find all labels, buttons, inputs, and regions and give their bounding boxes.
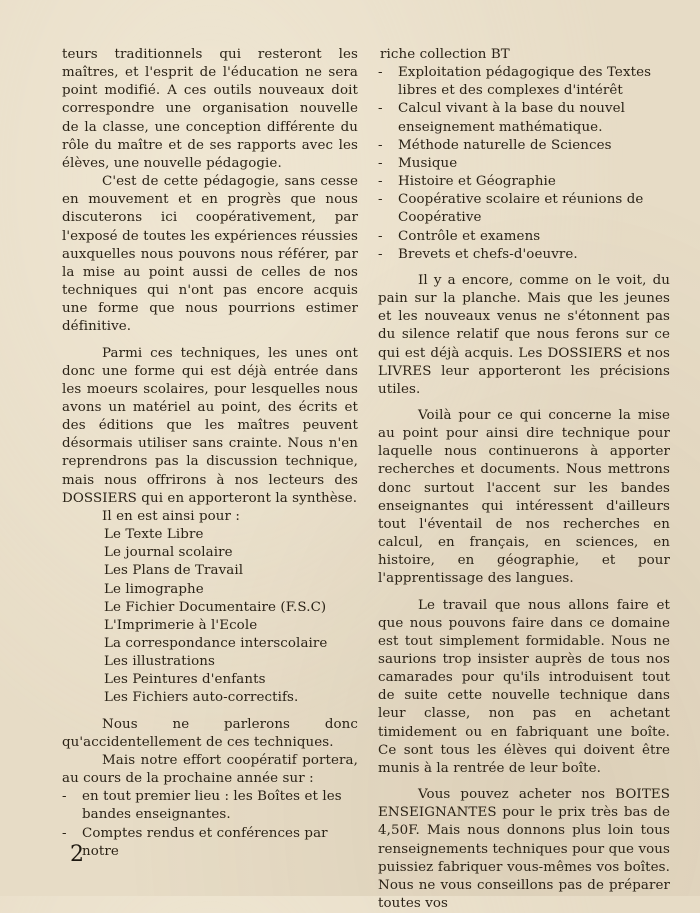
list-item-text: Histoire et Géographie	[398, 174, 556, 190]
paragraph: Nous ne parlerons donc qu'accidentellement de ces techniques.	[62, 716, 358, 750]
paragraph: Il y a encore, comme on le voit, du pain sur la planche. Mais que les jeunes et les nouveaux venus ne s'étonnent pas du silence relatif que nous ferons sur ce qui est déjà acquis. Les DOSSIERS et nos LIVRES leur apporteront les précisions utiles.	[378, 272, 670, 397]
dash-marker: -	[378, 155, 383, 171]
list-item-text: Exploitation pédagogique des Textes libres et des complexes d'intérêt	[398, 65, 652, 99]
paragraph: Vous pouvez acheter nos BOITES ENSEIGNANTES pour le prix très bas de 4,50F. Mais nous donnons plus loin tous renseignements techniques pour que vous puissiez fabriquer vous-mêmes vos boîtes. Nous ne vous conseillons pas de préparer toutes vos	[378, 787, 670, 912]
page-number: 2	[70, 842, 84, 867]
dash-marker: -	[378, 174, 383, 190]
list-item: Les Plans de Travail	[104, 563, 244, 579]
list-item	[62, 825, 358, 861]
list-item	[378, 246, 670, 264]
list-item-text: Coopérative scolaire et réunions de Coopérative	[398, 192, 644, 226]
list-item	[378, 173, 670, 191]
left-column	[62, 46, 358, 861]
list-item	[378, 64, 670, 100]
list-item-text: Brevets et chefs-d'oeuvre.	[398, 246, 578, 262]
dash-marker: -	[378, 137, 383, 153]
dash-marker: -	[62, 825, 67, 841]
list-item: Les Fichiers auto-correctifs.	[104, 690, 299, 706]
dash-marker: -	[378, 65, 383, 81]
paragraph: C'est de cette pédagogie, sans cesse en mouvement et en progrès que nous discuterons ici coopérativement, par l'exposé de toutes les expériences réussies auxquelles nous pouvons nous référer, par la mise au point aussi de celles de nos techniques qui n'ont pas encore acquis une forme que nous pourrions estimer définitive.	[62, 174, 358, 335]
paragraph: Voilà pour ce qui concerne la mise au point pour ainsi dire technique pour laquelle nous continuerons à apporter recherches et documents. Nous mettrons donc surtout l'accent sur les bandes enseignantes qui intéressent d'ailleurs tout l'éventail de nos recherches en calcul, en français, en sciences, en histoire, en géographie, et pour l'apprentissage des langues.	[378, 407, 670, 587]
paragraph: Le travail que nous allons faire et que nous pouvons faire dans ce domaine est tout simplement formidable. Nous ne saurions trop insister auprès de tous nos camarades pour qu'ils introduisent tout de suite cette nouvelle technique dans leur classe, non pas en achetant timidement ou en fabriquant une boîte. Ce sont tous les élèves qui doivent être munis à la rentrée de leur boîte.	[378, 597, 670, 776]
list-item	[62, 788, 358, 824]
list-item-text: en tout premier lieu : les Boîtes et les bandes enseignantes.	[82, 789, 342, 823]
list-item	[378, 100, 670, 136]
list-continuation: riche collection BT	[380, 47, 510, 62]
list-item	[378, 228, 670, 246]
list-item: Le limographe	[104, 581, 204, 597]
list-item-text: Calcul vivant à la base du nouvel enseignement mathématique.	[398, 101, 626, 135]
list-item: Le Texte Libre	[104, 527, 204, 543]
list-intro: Il en est ainsi pour :	[102, 508, 240, 524]
list-item: Les Peintures d'enfants	[104, 672, 266, 688]
list-item	[378, 137, 670, 155]
dash-marker: -	[378, 101, 383, 117]
effort-list	[62, 788, 358, 861]
list-item	[378, 155, 670, 173]
right-column	[378, 46, 670, 913]
dash-marker: -	[378, 228, 383, 244]
techniques-list	[62, 526, 358, 708]
list-item-text: Musique	[398, 155, 458, 171]
list-item: Le journal scolaire	[104, 545, 233, 561]
list-item-text: Méthode naturelle de Sciences	[398, 137, 612, 153]
topics-list	[378, 64, 670, 264]
list-item: Les illustrations	[104, 654, 215, 670]
list-item: L'Imprimerie à l'Ecole	[104, 617, 258, 633]
list-item-text: Contrôle et examens	[398, 228, 541, 244]
list-item: La correspondance interscolaire	[104, 636, 328, 651]
list-item	[378, 191, 670, 227]
list-item-text: Comptes rendus et conférences par notre	[82, 825, 328, 859]
dash-marker: -	[62, 789, 67, 805]
dash-marker: -	[378, 246, 383, 262]
list-item: Le Fichier Documentaire (F.S.C)	[104, 599, 327, 615]
paragraph-continuation: teurs traditionnels qui resteront les maîtres, et l'esprit de l'éducation ne sera point modifié. A ces outils nouveaux doit correspondre une organisation nouvelle de la classe, une conception différente du rôle du maître et de ses rapports avec les élèves, une nouvelle pédagogie.	[62, 47, 358, 171]
paragraph: Mais notre effort coopératif portera, au cours de la prochaine année sur :	[62, 752, 358, 787]
paragraph: Parmi ces techniques, les unes ont donc une forme qui est déjà entrée dans les moeurs scolaires, pour lesquelles nous avons un matériel au point, des écrits et des éditions que les maîtres peuvent désormais utiliser sans crainte. Nous n'en reprendrons pas la discussion technique, mais nous offrirons à nos lecteurs des DOSSIERS qui en apporteront la synthèse.	[62, 345, 358, 506]
dash-marker: -	[378, 192, 383, 208]
